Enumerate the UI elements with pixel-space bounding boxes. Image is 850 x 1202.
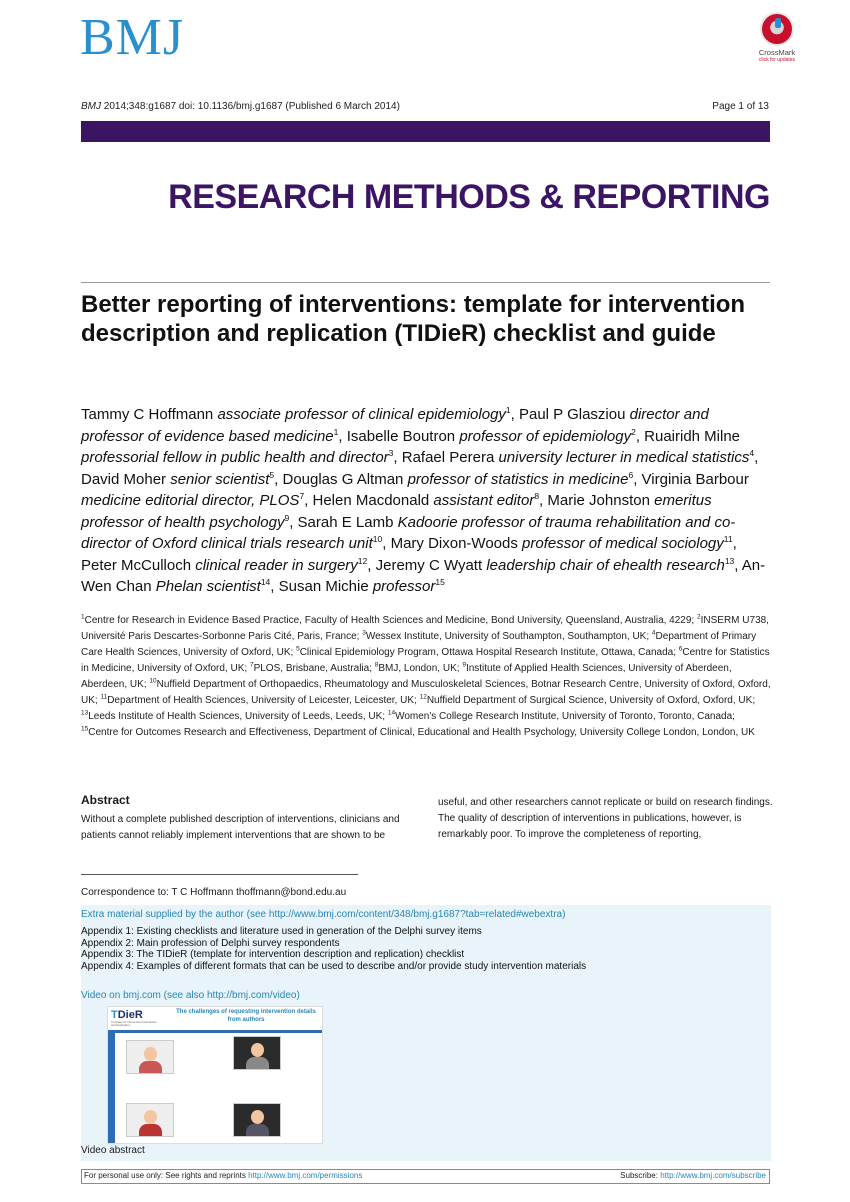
author-role: professor of epidemiology xyxy=(459,427,632,445)
affiliation-text: Centre for Research in Evidence Based Practice, Faculty of Health Sciences and Medicine, Bond University, Queensland, Australia, 4229; xyxy=(84,615,697,626)
author-role: professorial fellow in public health and director xyxy=(81,449,389,466)
subscribe-link[interactable]: http://www.bmj.com/subscribe xyxy=(660,1171,766,1180)
affiliation-text: Nuffield Department of Orthopaedics, Rheumatology and Musculoskeletal Sciences, Botnar Research Centre, University of Oxford, Oxford, UK; xyxy=(81,679,771,706)
author-affiliation-ref: 3 xyxy=(388,448,394,458)
bmj-logo: BMJ xyxy=(80,9,185,66)
author-affiliation-ref: 10 xyxy=(372,534,383,544)
footnote-divider xyxy=(81,874,358,875)
avatar-cartoon xyxy=(126,1040,174,1074)
affiliation-number: 4 xyxy=(651,629,656,637)
affiliation-number: 10 xyxy=(149,677,157,685)
affiliation-text: Wessex Institute, University of Southampton, Southampton, UK; xyxy=(365,631,652,642)
author-role: Kadoorie professor of trauma rehabilitation and co-director of Oxford clinical trials research unit xyxy=(81,513,736,552)
author-role: professor of statistics in medicine xyxy=(407,470,629,488)
citation-journal: BMJ xyxy=(81,101,101,112)
affiliation-text: Leeds Institute of Health Sciences, University of Leeds, Leeds, UK; xyxy=(88,711,388,722)
affiliation-text: Nuffield Department of Surgical Science, University of Oxford, Oxford, UK; xyxy=(426,695,756,706)
author-role: clinical reader in surgery xyxy=(195,556,358,574)
author-name: , Ruairidh Milne xyxy=(635,427,741,445)
affiliation-number: 1 xyxy=(81,613,85,621)
author-affiliation-ref: 15 xyxy=(435,577,445,587)
page-number: Page 1 of 13 xyxy=(712,101,769,112)
author-affiliation-ref: 5 xyxy=(269,469,275,480)
author-name: , Sarah E Lamb xyxy=(289,513,398,531)
affiliation-text: Women's College Research Institute, University of Toronto, Toronto, Canada; xyxy=(395,711,735,722)
author-affiliation-ref: 8 xyxy=(534,491,540,501)
author-name: , Jeremy C Wyatt xyxy=(367,556,487,574)
author-name: , Mary Dixon-Woods xyxy=(382,535,523,552)
author-name: , Marie Johnston xyxy=(539,492,655,509)
author-role: leadership chair of ehealth research xyxy=(486,556,725,574)
video-heading[interactable]: Video on bmj.com (see also http://bmj.com/video) xyxy=(81,990,300,1001)
footer-rights xyxy=(84,1171,362,1180)
permissions-link[interactable]: http://www.bmj.com/permissions xyxy=(248,1171,363,1180)
correspondence: Correspondence to: T C Hoffmann thoffmann@bond.edu.au xyxy=(81,887,347,898)
author-role: emeritus professor of health psychology xyxy=(81,492,712,531)
author-affiliation-ref: 7 xyxy=(299,491,305,501)
affiliation-text: BMJ, London, UK; xyxy=(378,663,463,674)
abstract-column-right: useful, and other researchers cannot replicate or build on research findings. The quality of description of interventions in publications, however, is remarkably poor. To improve the completeness of reporting, xyxy=(438,797,773,840)
author-affiliation-ref: 6 xyxy=(628,469,634,480)
crossmark-label: CrossMark xyxy=(758,48,796,57)
affiliation-text: Centre for Statistics in Medicine, University of Oxford, UK; xyxy=(81,647,770,674)
author-role: assistant editor xyxy=(433,492,535,509)
author-role: associate professor of clinical epidemiology xyxy=(217,406,506,423)
affiliation-number: 11 xyxy=(100,693,108,701)
citation-details: 2014;348:g1687 doi: 10.1136/bmj.g1687 (Published 6 March 2014) xyxy=(101,101,400,112)
author-name: , Paul P Glasziou xyxy=(510,406,630,423)
footer-rights-text: For personal use only: See rights and reprints xyxy=(84,1171,249,1180)
avatar-cartoon xyxy=(233,1036,281,1070)
author-affiliation-ref: 2 xyxy=(631,426,636,437)
author-name: , An-Wen Chan xyxy=(81,556,766,595)
author-affiliation-ref: 13 xyxy=(724,555,735,566)
article-title: Better reporting of interventions: template for intervention description and replication (TIDieR) checklist and guide xyxy=(81,291,746,347)
affiliation-number: 13 xyxy=(81,709,89,717)
tidier-logo-rest: DieR xyxy=(117,1009,143,1021)
video-sidebar xyxy=(108,1030,115,1143)
affiliation-text: Department of Primary Care Health Sciences, University of Oxford, UK; xyxy=(81,631,757,658)
affiliation-number: 5 xyxy=(296,645,300,653)
tidier-logo-subtitle: Template for Intervention Description and Replication xyxy=(111,1020,157,1027)
affiliation-text: Centre for Outcomes Research and Effectiveness, Department of Clinical, Educational and Health Psychology, University College London, London, UK xyxy=(88,727,755,738)
video-header-strip xyxy=(115,1030,322,1033)
affiliation-text: PLOS, Brisbane, Australia; xyxy=(253,663,375,674)
extra-material-heading[interactable]: Extra material supplied by the author (see http://www.bmj.com/content/348/bmj.g1687?tab=related#webextra) xyxy=(81,909,566,920)
author-role: university lecturer in medical statistics xyxy=(498,449,750,466)
author-affiliation-ref: 14 xyxy=(260,577,271,587)
author-role: Phelan scientist xyxy=(155,578,261,595)
tidier-logo-t: T xyxy=(111,1009,118,1021)
avatar-cartoon xyxy=(126,1103,174,1137)
author-role: senior scientist xyxy=(170,470,270,488)
affiliation-number: 15 xyxy=(81,725,89,733)
appendix-item: Appendix 4: Examples of different formats that can be used to describe and/or provide study intervention materials xyxy=(81,960,587,972)
author-affiliation-ref: 9 xyxy=(284,512,290,523)
author-name: , Peter McCulloch xyxy=(81,535,737,574)
author-name: , Virginia Barbour xyxy=(633,470,749,488)
affiliation-text: INSERM U738, Université Paris Descartes-Sorbonne Paris Cité, Paris, France; xyxy=(81,615,769,642)
author-name: , Rafael Perera xyxy=(393,449,499,466)
affiliation-number: 2 xyxy=(696,613,701,621)
appendix-list xyxy=(81,926,586,972)
abstract-column-left: Without a complete published description of interventions, clinicians and patients cannot reliably implement interventions that are shown to be xyxy=(81,814,400,841)
affiliation-number: 9 xyxy=(462,661,466,669)
appendix-item: Appendix 1: Existing checklists and literature used in generation of the Delphi survey items xyxy=(81,926,482,937)
author-affiliation-ref: 4 xyxy=(749,448,755,458)
affiliation-number: 8 xyxy=(374,661,379,669)
section-heading: RESEARCH METHODS & REPORTING xyxy=(168,178,770,216)
affiliation-number: 6 xyxy=(678,645,683,653)
abstract-heading: Abstract xyxy=(81,793,130,807)
appendix-item: Appendix 3: The TIDieR (template for intervention description and replication) checklist xyxy=(81,949,465,960)
affiliation-text: Department of Health Sciences, University of Leicester, Leicester, UK; xyxy=(107,695,420,706)
author-affiliation-ref: 12 xyxy=(357,555,368,566)
author-role: medicine editorial director, PLOS xyxy=(81,492,300,509)
affiliation-number: 7 xyxy=(249,661,254,669)
author-role: director and professor of evidence based medicine xyxy=(81,406,709,445)
affiliation-number: 3 xyxy=(362,629,366,637)
header-band xyxy=(81,121,770,142)
author-name: , Susan Michie xyxy=(270,578,373,595)
footer-subscribe xyxy=(620,1171,766,1180)
video-thumbnail[interactable] xyxy=(107,1006,323,1144)
author-affiliation-ref: 1 xyxy=(333,426,339,437)
affiliation-text: Institute of Applied Health Sciences, University of Aberdeen, Aberdeen, UK; xyxy=(81,663,732,690)
affiliation-number: 14 xyxy=(387,709,396,717)
author-name: , Isabelle Boutron xyxy=(338,427,460,445)
affiliation-number: 12 xyxy=(419,693,427,701)
avatar-cartoon xyxy=(233,1103,281,1137)
crossmark-icon xyxy=(760,12,794,46)
author-affiliation-ref: 11 xyxy=(723,534,733,544)
author-name: , Helen Macdonald xyxy=(304,492,434,509)
author-affiliation-ref: 1 xyxy=(505,405,511,415)
footer-subscribe-text: Subscribe: xyxy=(620,1171,661,1180)
author-name: , Douglas G Altman xyxy=(274,470,408,488)
affiliations xyxy=(81,613,771,741)
author-name: Tammy C Hoffmann xyxy=(81,406,218,423)
crossmark-sublabel: click for updates xyxy=(758,57,796,63)
author-role: professor xyxy=(372,578,436,595)
author-list xyxy=(81,404,771,598)
author-role: professor of medical sociology xyxy=(522,535,724,552)
author-name: , David Moher xyxy=(81,449,759,488)
citation-line xyxy=(81,101,400,112)
divider xyxy=(81,282,770,283)
video-caption: Video abstract xyxy=(81,1145,145,1156)
video-title: The challenges of requesting intervention details from authors xyxy=(176,1009,316,1023)
crossmark-badge[interactable] xyxy=(756,12,798,63)
appendix-item: Appendix 2: Main profession of Delphi survey respondents xyxy=(81,937,340,949)
affiliation-text: Clinical Epidemiology Program, Ottawa Hospital Research Institute, Ottawa, Canada; xyxy=(299,647,679,658)
